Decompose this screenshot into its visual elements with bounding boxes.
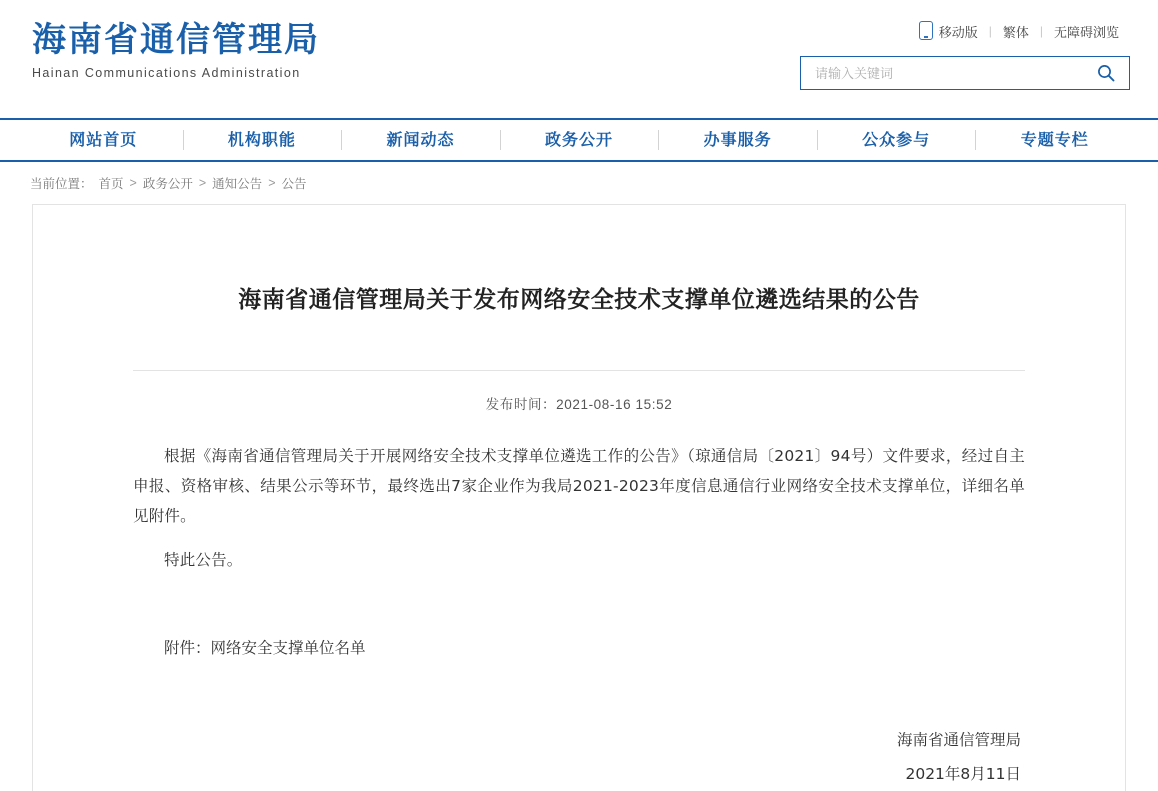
signature-date: 2021年8月11日 bbox=[905, 764, 1021, 783]
site-header bbox=[0, 0, 1158, 118]
accessibility-link[interactable]: 无障碍浏览 bbox=[1053, 24, 1119, 40]
publish-time-value: 2021-08-16 15:52 bbox=[556, 396, 673, 412]
search-input[interactable] bbox=[801, 57, 1083, 89]
nav-item-public-participation[interactable]: 公众参与 bbox=[817, 120, 976, 160]
site-logo[interactable] bbox=[32, 20, 320, 80]
main-navigation bbox=[0, 118, 1158, 162]
article-title: 海南省通信管理局关于发布网络安全技术支撑单位遴选结果的公告 bbox=[238, 287, 920, 314]
article-body bbox=[133, 441, 1025, 575]
article-paragraph-1: 根据《海南省通信管理局关于开展网络安全技术支撑单位遴选工作的公告》（琼通信局〔2021〕94号）文件要求，经过自主申报、资格审核、结果公示等环节，最终选出7家企业作为我局2021-2023年度信息通信行业网络安全技术支撑单位，详细名单见附件。 bbox=[133, 446, 1025, 525]
nav-item-government-affairs[interactable]: 政务公开 bbox=[500, 120, 659, 160]
publish-time-label: 发布时间： bbox=[485, 396, 557, 412]
nav-item-home[interactable]: 网站首页 bbox=[69, 130, 138, 149]
site-title-en: Hainan Communications Administration bbox=[32, 66, 301, 80]
traditional-chinese-link[interactable]: 繁体 bbox=[1002, 24, 1029, 40]
breadcrumb-separator-2: > bbox=[198, 176, 207, 190]
article-meta bbox=[133, 370, 1025, 413]
nav-item-services[interactable]: 办事服务 bbox=[658, 120, 817, 160]
breadcrumb-item-announcement[interactable]: 公告 bbox=[281, 177, 307, 191]
signature-organization: 海南省通信管理局 bbox=[896, 730, 1021, 749]
breadcrumb-label: 当前位置： bbox=[30, 177, 93, 191]
nav-item-special-columns[interactable]: 专题专栏 bbox=[975, 120, 1134, 160]
search-box bbox=[800, 56, 1130, 90]
breadcrumb bbox=[0, 162, 1158, 204]
mobile-phone-icon bbox=[919, 21, 933, 40]
article-signature bbox=[133, 723, 1025, 791]
breadcrumb-item-home[interactable]: 首页 bbox=[98, 177, 124, 191]
top-link-separator-2: | bbox=[1039, 24, 1043, 38]
article-panel bbox=[32, 204, 1126, 791]
top-link-separator-1: | bbox=[988, 24, 992, 38]
breadcrumb-separator-3: > bbox=[268, 176, 276, 190]
breadcrumb-item-government-affairs[interactable]: 政务公开 bbox=[142, 177, 193, 191]
breadcrumb-item-notices[interactable]: 通知公告 bbox=[212, 177, 263, 191]
nav-item-functions[interactable]: 机构职能 bbox=[183, 120, 342, 160]
header-right bbox=[800, 20, 1130, 90]
search-button[interactable] bbox=[1083, 57, 1129, 89]
article-attachment[interactable]: 附件：网络安全支撑单位名单 bbox=[164, 638, 366, 657]
nav-item-news[interactable]: 新闻动态 bbox=[341, 120, 500, 160]
mobile-version-link[interactable] bbox=[908, 21, 989, 41]
site-title-cn: 海南省通信管理局 bbox=[32, 20, 320, 60]
search-icon bbox=[1096, 63, 1116, 83]
article-paragraph-2: 特此公告。 bbox=[164, 550, 243, 569]
breadcrumb-separator-1: > bbox=[129, 176, 137, 190]
mobile-version-label: 移动版 bbox=[938, 25, 978, 40]
top-link-bar bbox=[800, 20, 1130, 42]
